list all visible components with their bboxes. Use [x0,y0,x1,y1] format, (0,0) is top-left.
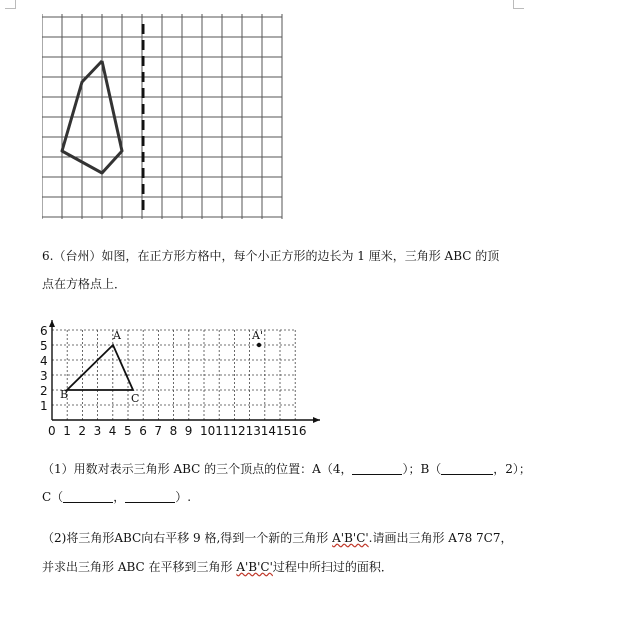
question-2-line-1 [42,529,513,546]
x-axis-arrow [313,417,320,423]
question-2-line-2 [42,558,393,575]
coordinate-grid-figure [30,318,330,440]
x-tick-label: 5 [124,424,132,438]
q1-prefix: （1）用数对表示三角形 ABC 的三个顶点的位置：A（4， [42,462,353,476]
page-corner-mark [5,0,16,9]
q1-sep: ， [113,490,126,504]
q2-line2-c: 过程中所扫过的面积． [272,560,393,574]
y-tick-label: 3 [40,369,48,383]
y-tick-label: 6 [40,324,48,338]
x-tick-label: 15 [276,424,292,438]
q1-end: ）. [175,490,192,504]
x-tick-label: 14 [260,424,277,438]
answer-blank-a-y[interactable] [352,462,402,475]
x-tick-label: 10 [200,424,216,438]
y-axis-arrow [49,320,55,327]
y-tick-label: 5 [40,339,48,353]
y-tick-label: 1 [40,399,48,413]
x-tick-label: 2 [78,424,87,438]
question-1-line-1 [42,460,531,477]
problem-6-line-2: 点在方格点上． [42,277,127,291]
x-tick-label: 8 [169,424,178,438]
x-tick-label: 13 [245,424,261,438]
x-tick-label: 4 [108,424,117,438]
q2-line2-a: 并求出三角形 ABC 在平移到三角形 [42,560,237,574]
y-tick-label: 4 [40,354,48,368]
question-1-line-2 [42,488,191,505]
q1-c-prefix: C（ [42,490,64,504]
page-corner-mark [513,0,524,9]
q2-line1-c: .请画出三角形 A78 7C7， [368,531,513,545]
x-tick-label: 7 [154,424,163,438]
label-a-prime: A' [252,329,263,342]
label-a: A [113,329,121,342]
point-a-prime [257,343,261,347]
q1-mid1: ）；B（ [402,462,442,476]
q2-a-prime-b-prime-c-prime-2: A'B'C' [236,560,273,574]
x-tick-label: 3 [93,424,102,438]
x-tick-label: 6 [139,424,147,438]
x-tick-label: 16 [291,424,307,438]
triangle-abc [67,345,133,390]
symmetry-grid-figure [42,14,286,220]
q2-line1-a: （2)将三角形ABC向右平移 9 格,得到一个新的三角形 [42,531,333,545]
x-tick-label: 12 [230,424,246,438]
answer-blank-c-y[interactable] [125,490,175,503]
x-tick-label: 0 [48,424,56,438]
problem-6-line-1: 6.（台州）如图，在正方形方格中，每个小正方形的边长为 1 厘米，三角形 ABC 的顶 [42,249,500,263]
label-c: C [131,392,140,405]
answer-blank-b-x[interactable] [441,462,493,475]
q1-mid2: ，2）； [493,462,531,476]
label-b: B [60,388,69,401]
y-tick-label: 2 [40,384,48,398]
q2-a-prime-b-prime-c-prime: A'B'C' [332,531,369,545]
x-tick-label: 11 [215,424,231,438]
x-tick-label: 9 [184,424,193,438]
x-tick-label: 1 [63,424,71,438]
answer-blank-c-x[interactable] [63,490,113,503]
